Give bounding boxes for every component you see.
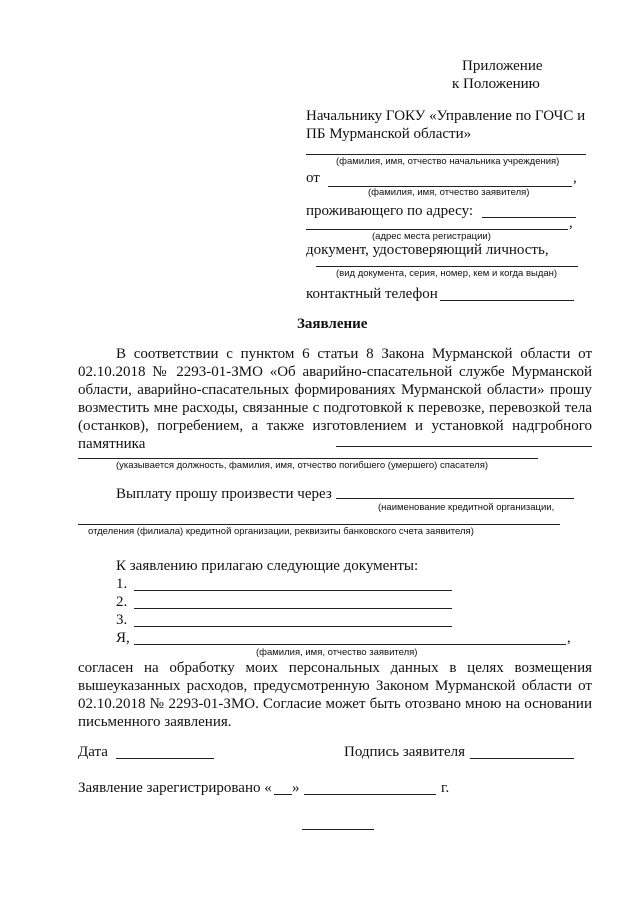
caption-head-name: (фамилия, имя, отчество начальника учреждения) [336, 156, 560, 167]
para1-line-5: (останков), погребением, а также изготовлением и установкой надгробного [78, 418, 592, 434]
payment-label: Выплату прошу произвести через [116, 486, 332, 502]
registered-quote-close: » [292, 780, 300, 796]
para1-line-2: 02.10.2018 № 2293-01-ЗМО «Об аварийно-спасательной службе Мурманской [78, 364, 592, 380]
date-label: Дата [78, 744, 108, 760]
residing-label: проживающего по адресу: [306, 203, 474, 219]
para1-line-3: области, аварийно-спасательных формированиях Мурманской области» прошу [78, 382, 592, 398]
para1-line-1: В соответствии с пунктом 6 статьи 8 Закона Мурманской области от [116, 346, 592, 362]
caption-bank-1: (наименование кредитной организации, [378, 502, 555, 513]
consent-line-1: согласен на обработку моих персональных данных в целях возмещения [78, 660, 592, 676]
addressee-line-1: Начальнику ГОКУ «Управление по ГОЧС и [306, 108, 586, 124]
appendix-line-2: к Положению [452, 76, 540, 92]
caption-address: (адрес места регистрации) [372, 231, 491, 242]
consent-line-3: 02.10.2018 № 2293-01-ЗМО. Согласие может быть отозвано мною на основании [78, 696, 592, 712]
attach-line-3[interactable] [134, 626, 452, 627]
addressee-line-2: ПБ Мурманской области» [306, 126, 472, 142]
address-line-2[interactable] [306, 229, 568, 230]
deceased-line-1[interactable] [336, 446, 592, 447]
id-doc-line[interactable] [316, 266, 578, 267]
phone-line[interactable] [440, 300, 574, 301]
registered-label: Заявление зарегистрировано « [78, 780, 272, 796]
id-doc-label: документ, удостоверяющий личность, [306, 242, 549, 258]
consent-line-4: письменного заявления. [78, 714, 232, 730]
comma: , [573, 170, 577, 186]
signature-line[interactable] [470, 758, 574, 759]
address-line-1[interactable] [482, 217, 576, 218]
bank-line-2[interactable] [78, 524, 560, 525]
head-name-line[interactable] [306, 154, 586, 155]
consent-line-2: вышеуказанных расходов, предусмотренную Законом Мурманской области от [78, 678, 592, 694]
comma: , [569, 215, 573, 231]
para1-line-4: возместить мне расходы, связанные с подготовкой к перевозке, перевозкой тела [78, 400, 592, 416]
caption-applicant: (фамилия, имя, отчество заявителя) [368, 187, 530, 198]
attach-item-1: 1. [116, 576, 128, 592]
para1-line-6: памятника [78, 436, 146, 452]
attach-line-2[interactable] [134, 608, 452, 609]
consent-name-line[interactable] [134, 644, 566, 645]
bank-line-1[interactable] [336, 498, 574, 499]
signature-label: Подпись заявителя [344, 744, 466, 760]
registered-day-line[interactable] [274, 794, 292, 795]
consent-i: Я, [116, 630, 130, 646]
date-line[interactable] [116, 758, 214, 759]
attach-label: К заявлению прилагаю следующие документы: [116, 558, 419, 574]
attach-line-1[interactable] [134, 590, 452, 591]
deceased-line-2[interactable] [78, 458, 538, 459]
comma: , [567, 630, 571, 646]
registered-month-year-line[interactable] [304, 794, 436, 795]
phone-label: контактный телефон [306, 286, 438, 302]
caption-consent: (фамилия, имя, отчество заявителя) [256, 647, 418, 658]
attach-item-2: 2. [116, 594, 128, 610]
document-title: Заявление [297, 316, 368, 332]
attach-item-3: 3. [116, 612, 128, 628]
year-suffix: г. [441, 780, 450, 796]
from-label: от [306, 170, 320, 186]
appendix-line-1: Приложение [462, 58, 543, 74]
bottom-separator [302, 829, 374, 830]
caption-deceased: (указывается должность, фамилия, имя, отчество погибшего (умершего) спасателя) [116, 460, 489, 471]
caption-id-doc: (вид документа, серия, номер, кем и когда выдан) [336, 268, 558, 279]
caption-bank-2: отделения (филиала) кредитной организации, реквизиты банковского счета заявителя) [88, 526, 474, 537]
